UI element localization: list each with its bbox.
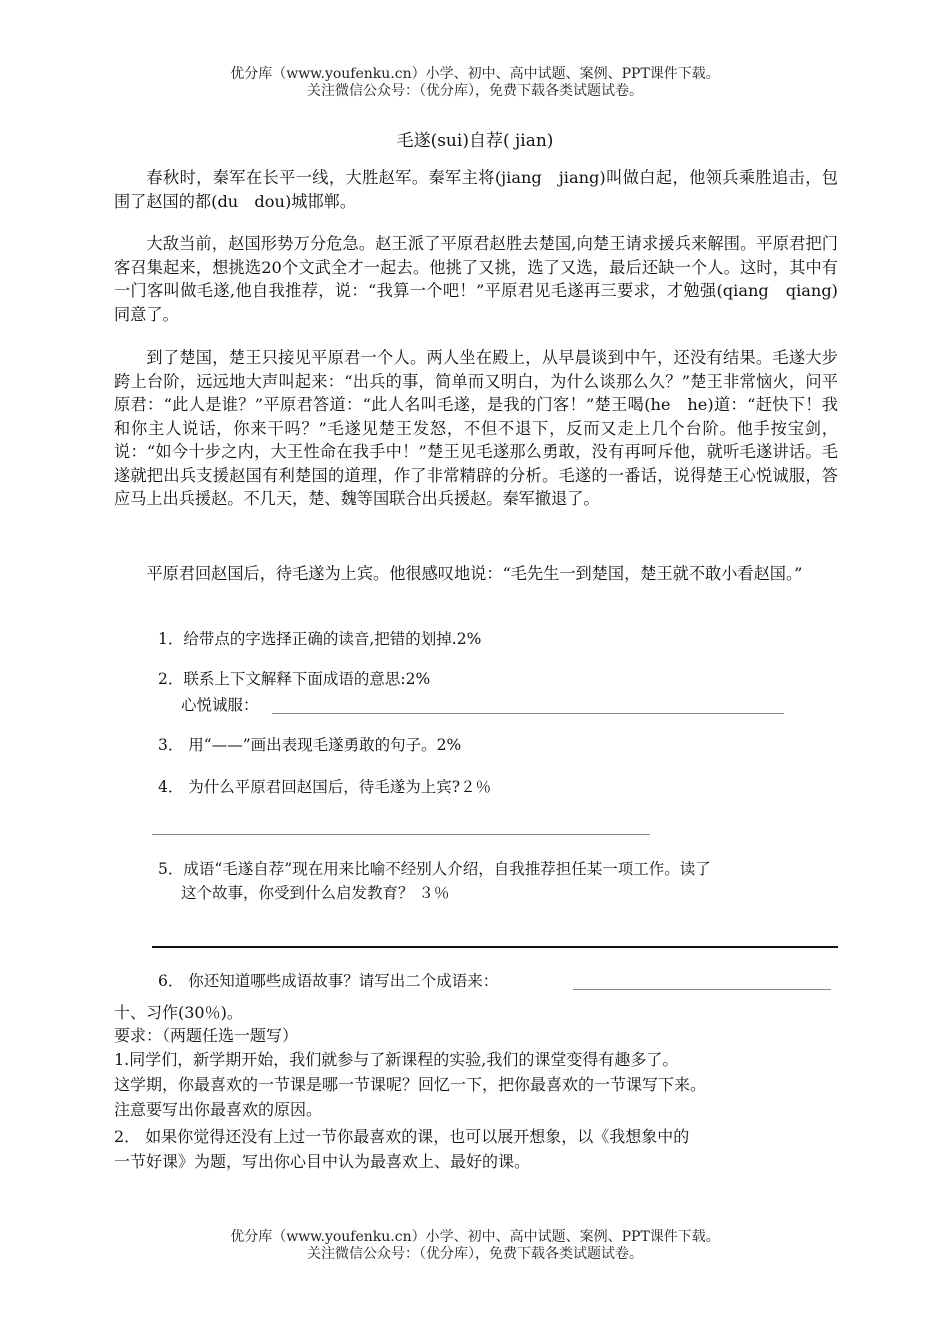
option-2-line-1: 2． 如果你觉得还没有上过一节你最喜欢的课，也可以展开想象，以《我想象中的 <box>114 1127 690 1146</box>
paragraph-4: 平原君回赵国后，待毛遂为上宾。他很感叹地说：“毛先生一到楚国，楚王就不敢小看赵国。” <box>146 564 803 583</box>
paragraph-2: 大敌当前，赵国形势万分危急。赵王派了平原君赵胜去楚国,向楚王请求援兵来解围。平原君把门客召集起来，想挑选20个文武全才一起去。他挑了又挑，选了又选，最后还缺一个人。这时，其中有一门客叫做毛遂,他自我推荐，说：“我算一个吧！”平原君见毛遂再三要求，才勉强(qiang qiang)同意了。 <box>114 234 838 324</box>
option-1-line-3: 注意要写出你最喜欢的原因。 <box>114 1100 323 1119</box>
answer-line-q4[interactable] <box>152 834 650 835</box>
paragraph-3: 到了楚国，楚王只接见平原君一个人。两人坐在殿上，从早晨谈到中午，还没有结果。毛遂大步跨上台阶，远远地大声叫起来：“出兵的事，简单而又明白，为什么谈那么久？”楚王非常恼火，问平原君：“此人是谁？”平原君答道：“此人名叫毛遂，是我的门客！”楚王喝(he he)道：“赶快下！我和你主人说话，你来干吗？”毛遂见楚王发怒，不但不退下，反而又走上几个台阶。他手按宝剑，说：“如今十步之内，大王性命在我手中！”楚王见毛遂那么勇敢，没有再呵斥他，就听毛遂讲话。毛遂就把出兵支援赵国有利楚国的道理，作了非常精辟的分析。毛遂的一番话，说得楚王心悦诚服，答应马上出兵援赵。不几天，楚、魏等国联合出兵援赵。秦军撤退了。 <box>114 348 838 508</box>
article-title: 毛遂(sui)自荐( jian) <box>396 131 554 151</box>
question-5-line-2: 这个故事，你受到什么启发教育？ ３％ <box>181 884 450 902</box>
question-5-line-1: 5．成语“毛遂自荐”现在用来比喻不经别人介绍，自我推荐担任某一项工作。读了 <box>158 860 711 878</box>
answer-line-q2[interactable] <box>272 713 784 714</box>
footer-line-1: 优分库（www.youfenku.cn）小学、初中、高中试题、案例、PPT课件下载。 <box>230 1229 720 1245</box>
question-1: 1．给带点的字选择正确的读音,把错的划掉.2% <box>158 630 482 648</box>
question-6: 6． 你还知道哪些成语故事？请写出二个成语来： <box>158 972 499 990</box>
option-1-line-2: 这学期，你最喜欢的一节课是哪一节课呢？回忆一下，把你最喜欢的一节课写下来。 <box>114 1075 707 1094</box>
header-line-1: 优分库（www.youfenku.cn）小学、初中、高中试题、案例、PPT课件下载。 <box>230 66 720 82</box>
option-1-line-1: 1.同学们，新学期开始，我们就参与了新课程的实验,我们的课堂变得有趣多了。 <box>114 1050 679 1069</box>
page-footer <box>0 1229 950 1263</box>
answer-line-q6[interactable] <box>573 989 831 990</box>
composition-requirement: 要求：（两题任选一题写） <box>114 1026 299 1045</box>
footer-line-2: 关注微信公众号：（优分库），免费下载各类试题试卷。 <box>307 1246 643 1262</box>
question-3: 3． 用“——”画出表现毛遂勇敢的句子。2% <box>158 736 462 754</box>
composition-heading: 十、习作(30％)。 <box>114 1003 243 1022</box>
page-header <box>0 66 950 100</box>
paragraph-1: 春秋时，秦军在长平一线，大胜赵军。秦军主将(jiang jiang)叫做白起，他领兵乘胜追击，包围了赵国的都(du dou)城邯郸。 <box>114 168 838 211</box>
header-line-2: 关注微信公众号：（优分库），免费下载各类试题试卷。 <box>307 83 643 99</box>
question-4: 4． 为什么平原君回赵国后，待毛遂为上宾?２％ <box>158 778 492 796</box>
question-2: 2．联系上下文解释下面成语的意思:2% <box>158 670 431 688</box>
option-2-line-2: 一节好课》为题，写出你心目中认为最喜欢上、最好的课。 <box>114 1152 531 1171</box>
question-2-term: 心悦诚服： <box>181 696 259 714</box>
answer-line-q5[interactable] <box>152 946 838 948</box>
